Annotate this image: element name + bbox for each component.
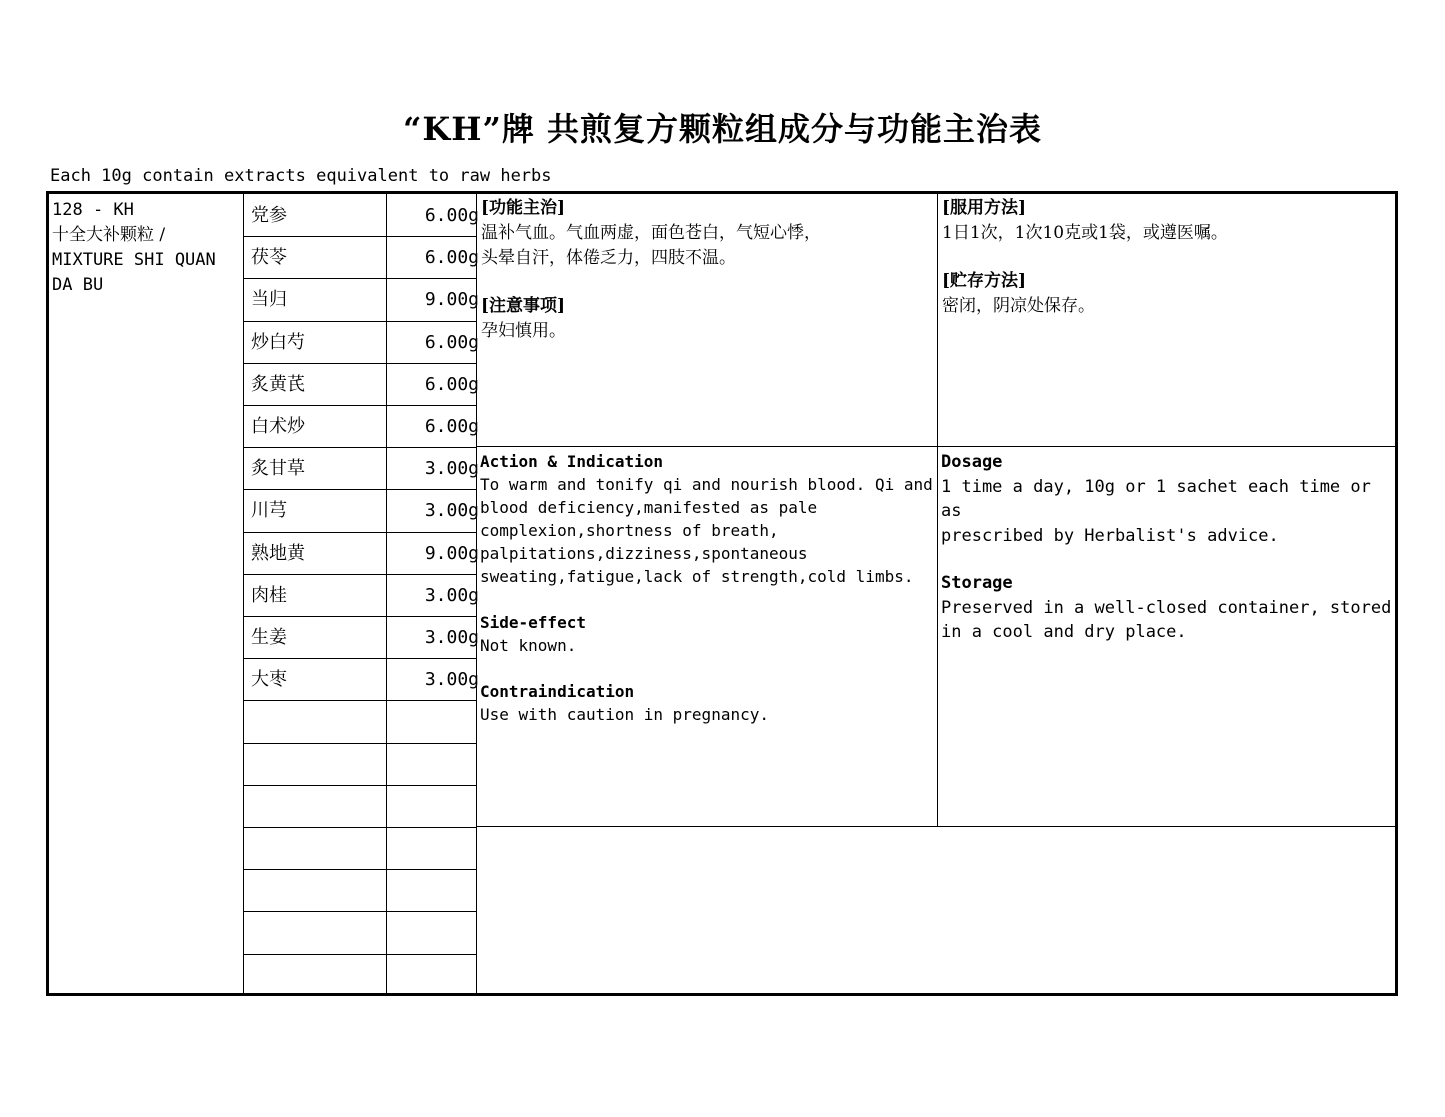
herb-dose: 6.00g (424, 247, 479, 268)
zh-storage-heading: [贮存方法] (942, 271, 1027, 291)
en-dosage-heading: Dosage (941, 452, 1003, 472)
herb-row-divider (243, 743, 477, 744)
herb-row-divider (243, 827, 477, 828)
herb-name: 当归 (251, 289, 287, 310)
row-divider (476, 826, 1398, 827)
product-name-en: MIXTURE SHI QUAN (52, 250, 216, 270)
herb-name: 炒白芍 (251, 332, 305, 353)
en-storage-text: in a cool and dry place. (941, 622, 1187, 642)
zh-function-block (481, 196, 931, 344)
herb-dose: 6.00g (424, 205, 479, 226)
herb-dose: 3.00g (424, 669, 479, 690)
en-action-text: sweating,fatigue,lack of strength,cold limbs. (480, 567, 914, 586)
en-action-text: blood deficiency,manifested as pale (480, 498, 818, 517)
en-action-text: palpitations,dizziness,spontaneous (480, 544, 808, 563)
page-title: “KH”牌 共煎复方颗粒组成分与功能主治表 (402, 110, 1042, 148)
herb-row-divider (243, 954, 477, 955)
herb-name: 茯苓 (251, 247, 287, 268)
herb-name: 熟地黄 (251, 543, 305, 564)
table-caption: Each 10g contain extracts equivalent to raw herbs (50, 166, 552, 186)
herb-row-divider (243, 574, 477, 575)
product-label (52, 198, 237, 298)
zh-storage-text: 密闭，阴凉处保存。 (942, 296, 1095, 316)
zh-dosage-heading: [服用方法] (942, 198, 1027, 218)
column-divider (243, 194, 244, 994)
herb-row-divider (243, 616, 477, 617)
herb-name: 党参 (251, 205, 287, 226)
herb-dose: 3.00g (424, 627, 479, 648)
herb-name: 生姜 (251, 627, 287, 648)
column-divider (937, 194, 938, 826)
herb-row-divider (243, 321, 477, 322)
zh-function-text: 温补气血。气血两虚，面色苍白，气短心悸， (481, 223, 821, 243)
herb-row-divider (243, 869, 477, 870)
herb-name: 白术炒 (251, 416, 305, 437)
en-side-effect-heading: Side-effect (480, 613, 586, 632)
herb-dose: 9.00g (424, 543, 479, 564)
herb-dose: 3.00g (424, 585, 479, 606)
herb-dose: 6.00g (424, 332, 479, 353)
en-contraindication-heading: Contraindication (480, 682, 635, 701)
herb-dose: 9.00g (424, 289, 479, 310)
herb-row-divider (243, 405, 477, 406)
en-dosage-text: prescribed by Herbalist's advice. (941, 525, 1279, 546)
zh-dosage-block (942, 196, 1392, 319)
herb-row-divider (243, 911, 477, 912)
zh-caution-heading: [注意事项] (481, 296, 566, 316)
en-side-effect-text: Not known. (480, 636, 577, 655)
herb-name: 炙黄芪 (251, 374, 305, 395)
product-name-en: DA BU (52, 275, 104, 295)
en-storage-heading: Storage (941, 573, 1013, 593)
en-storage-text: Preserved in a well-closed container, stored (941, 597, 1392, 618)
herb-name: 大枣 (251, 669, 287, 690)
en-contraindication-text: Use with caution in pregnancy. (480, 705, 769, 724)
column-divider (386, 194, 387, 994)
herb-row-divider (243, 785, 477, 786)
herb-dose: 3.00g (424, 458, 479, 479)
herb-row-divider (243, 489, 477, 490)
herb-row-divider (243, 278, 477, 279)
herb-row-divider (243, 532, 477, 533)
product-name-zh: 十全大补颗粒 / (52, 225, 166, 245)
herb-row-divider (243, 363, 477, 364)
row-divider (476, 446, 1398, 447)
en-action-text: complexion,shortness of breath, (480, 521, 779, 540)
zh-caution-text: 孕妇慎用。 (481, 321, 566, 341)
herb-name: 川芎 (251, 500, 287, 521)
herb-name: 肉桂 (251, 585, 287, 606)
herb-row-divider (243, 658, 477, 659)
en-action-heading: Action & Indication (480, 452, 664, 471)
en-dosage-block (941, 450, 1396, 645)
herb-dose: 6.00g (424, 374, 479, 395)
en-action-block (480, 450, 935, 726)
en-action-text: To warm and tonify qi and nourish blood. Qi and (480, 475, 933, 494)
herb-row-divider (243, 447, 477, 448)
herb-dose: 6.00g (424, 416, 479, 437)
herb-name: 炙甘草 (251, 458, 305, 479)
herb-dose: 3.00g (424, 500, 479, 521)
herb-row-divider (243, 236, 477, 237)
composition-table (46, 191, 1398, 996)
zh-function-heading: [功能主治] (481, 198, 566, 218)
zh-dosage-text: 1日1次，1次10克或1袋，或遵医嘱。 (942, 223, 1228, 243)
herb-row-divider (243, 700, 477, 701)
zh-function-text: 头晕自汗，体倦乏力，四肢不温。 (481, 248, 736, 268)
en-dosage-text: 1 time a day, 10g or 1 sachet each time or as (941, 476, 1371, 521)
product-code: 128 - KH (52, 200, 134, 220)
